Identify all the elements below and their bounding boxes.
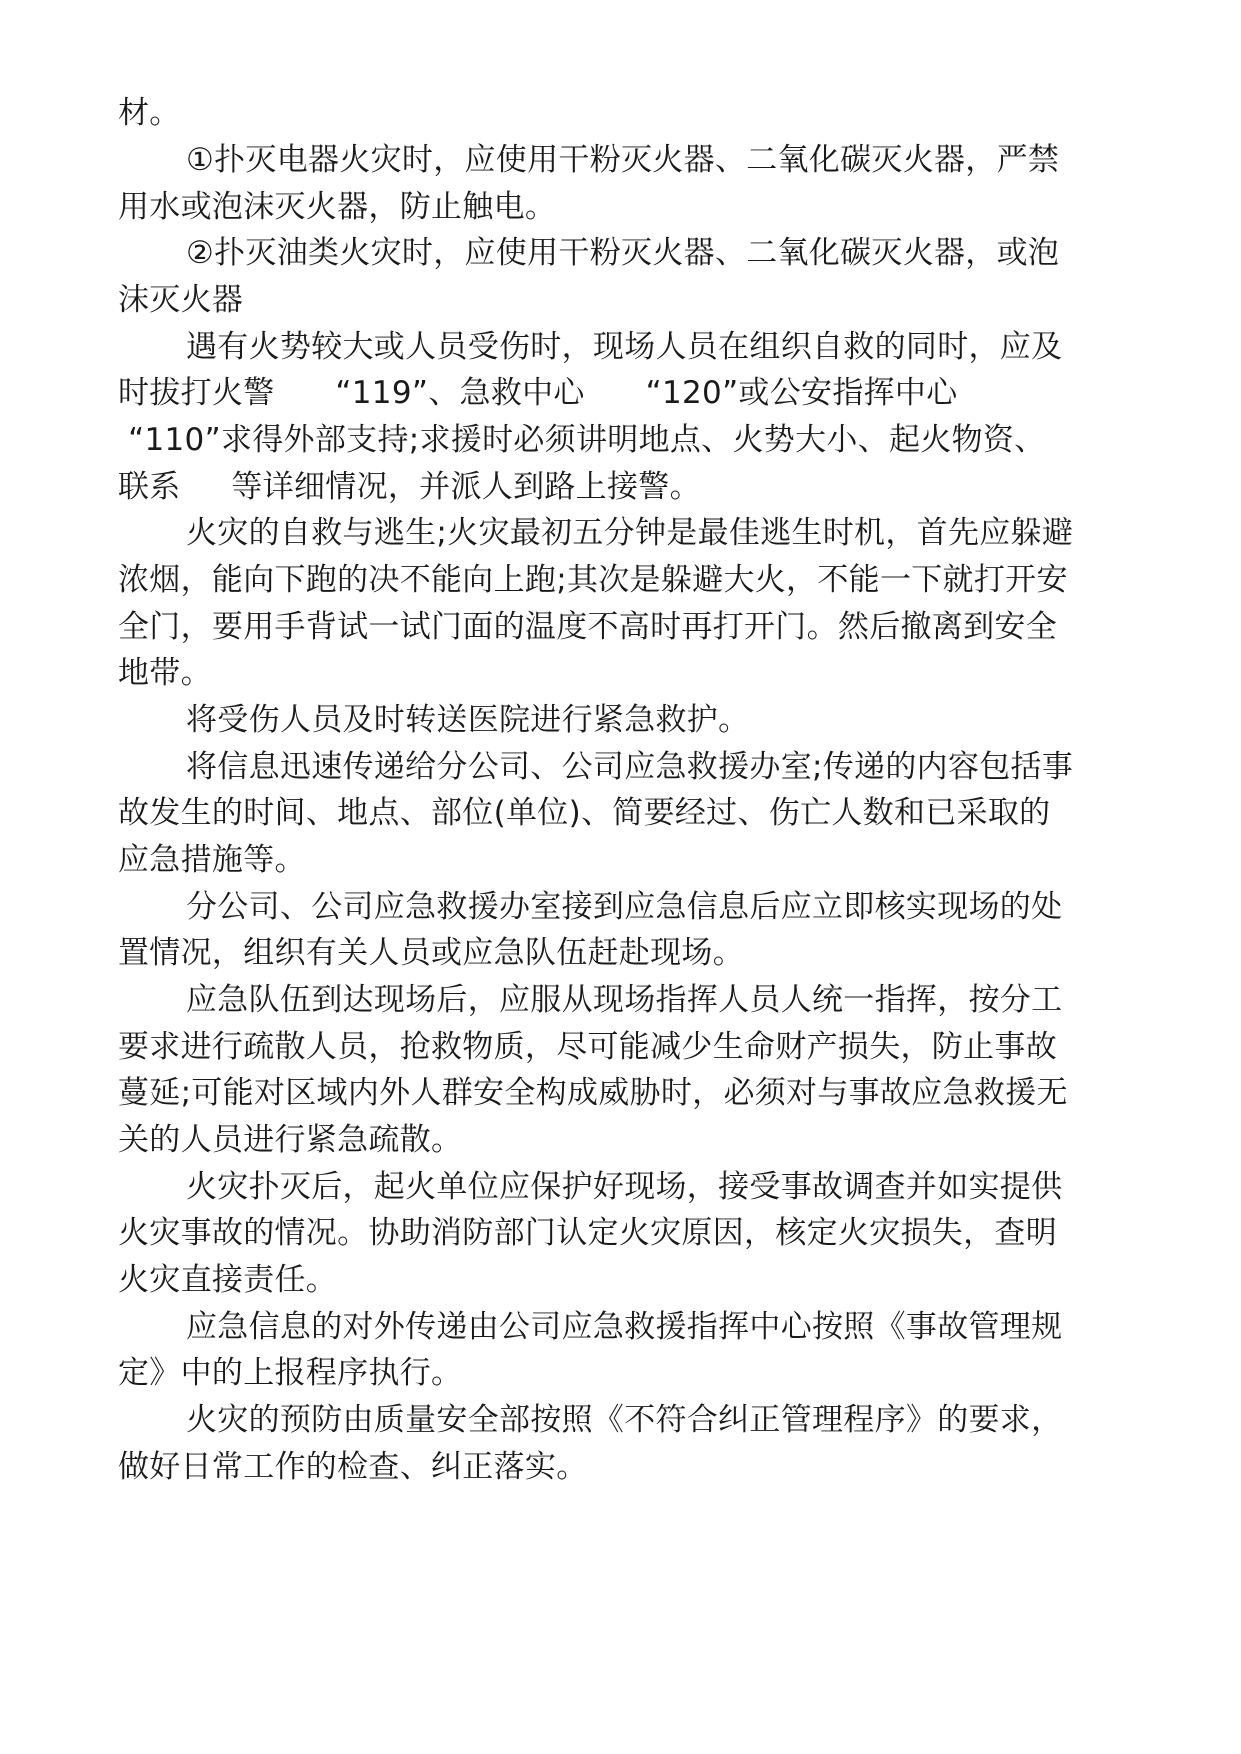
text-line: 火灾的预防由质量安全部按照《不符合纠正管理程序》的要求， — [186, 1402, 1063, 1438]
text-line: 浓烟，能向下跑的决不能向上跑;其次是躲避大火，不能一下就打开安 — [118, 562, 1068, 598]
text-line: 分公司、公司应急救援办室接到应急信息后应立即核实现场的处 — [186, 889, 1063, 925]
text-line: 地带。 — [118, 655, 212, 691]
text-line: 火灾事故的情况。协助消防部门认定火灾原因，核定火灾损失，查明 — [118, 1215, 1057, 1251]
text-line: 蔓延;可能对区域内外人群安全构成威胁时，必须对与事故应急救援无 — [118, 1075, 1068, 1111]
text-line: ②扑灭油类火灾时，应使用干粉灭火器、二氧化碳灭火器，或泡 — [186, 235, 1060, 271]
text-line: 做好日常工作的检查、纠正落实。 — [118, 1449, 588, 1485]
text-line: 关的人员进行紧急疏散。 — [118, 1122, 463, 1158]
text-line: 故发生的时间、地点、部位(单位)、简要经过、伤亡人数和已采取的 — [118, 795, 1051, 831]
text-line: 火灾直接责任。 — [118, 1262, 338, 1298]
text-line: 要求进行疏散人员，抢救物质，尽可能减少生命财产损失，防止事故 — [118, 1029, 1057, 1065]
text-line: 全门，要用手背试一试门面的温度不高时再打开门。然后撤离到安全 — [118, 609, 1057, 645]
text-line: 沫灭火器 — [118, 282, 244, 318]
text-line: 定》中的上报程序执行。 — [118, 1355, 463, 1391]
text-line: 将信息迅速传递给分公司、公司应急救援办室;传递的内容包括事 — [186, 749, 1074, 785]
text-line: 材。 — [118, 95, 181, 131]
text-line: 将受伤人员及时转送医院进行紧急救护。 — [186, 702, 750, 738]
text-line: “110”求得外部支持;求援时必须讲明地点、火势大小、起火物资、 — [118, 422, 1046, 458]
text-line: 遇有火势较大或人员受伤时，现场人员在组织自救的同时，应及 — [186, 329, 1063, 365]
text-line: 火灾的自救与逃生;火灾最初五分钟是最佳逃生时机，首先应躲避 — [186, 515, 1074, 551]
text-line: 置情况，组织有关人员或应急队伍赶赴现场。 — [118, 935, 744, 971]
text-line: 用水或泡沫灭火器，防止触电。 — [118, 189, 557, 225]
text-line: 应急措施等。 — [118, 842, 306, 878]
text-line: 联系 等详细情况，并派人到路上接警。 — [118, 469, 701, 505]
text-line: ①扑灭电器火灾时，应使用干粉灭火器、二氧化碳灭火器，严禁 — [186, 142, 1060, 178]
text-line: 时拔打火警 “119”、急救中心 “120”或公安指挥中心 — [118, 375, 958, 411]
text-line: 应急信息的对外传递由公司应急救援指挥中心按照《事故管理规 — [186, 1309, 1063, 1345]
text-line: 应急队伍到达现场后，应服从现场指挥人员人统一指挥，按分工 — [186, 982, 1063, 1018]
text-line: 火灾扑灭后，起火单位应保护好现场，接受事故调查并如实提供 — [186, 1169, 1063, 1205]
